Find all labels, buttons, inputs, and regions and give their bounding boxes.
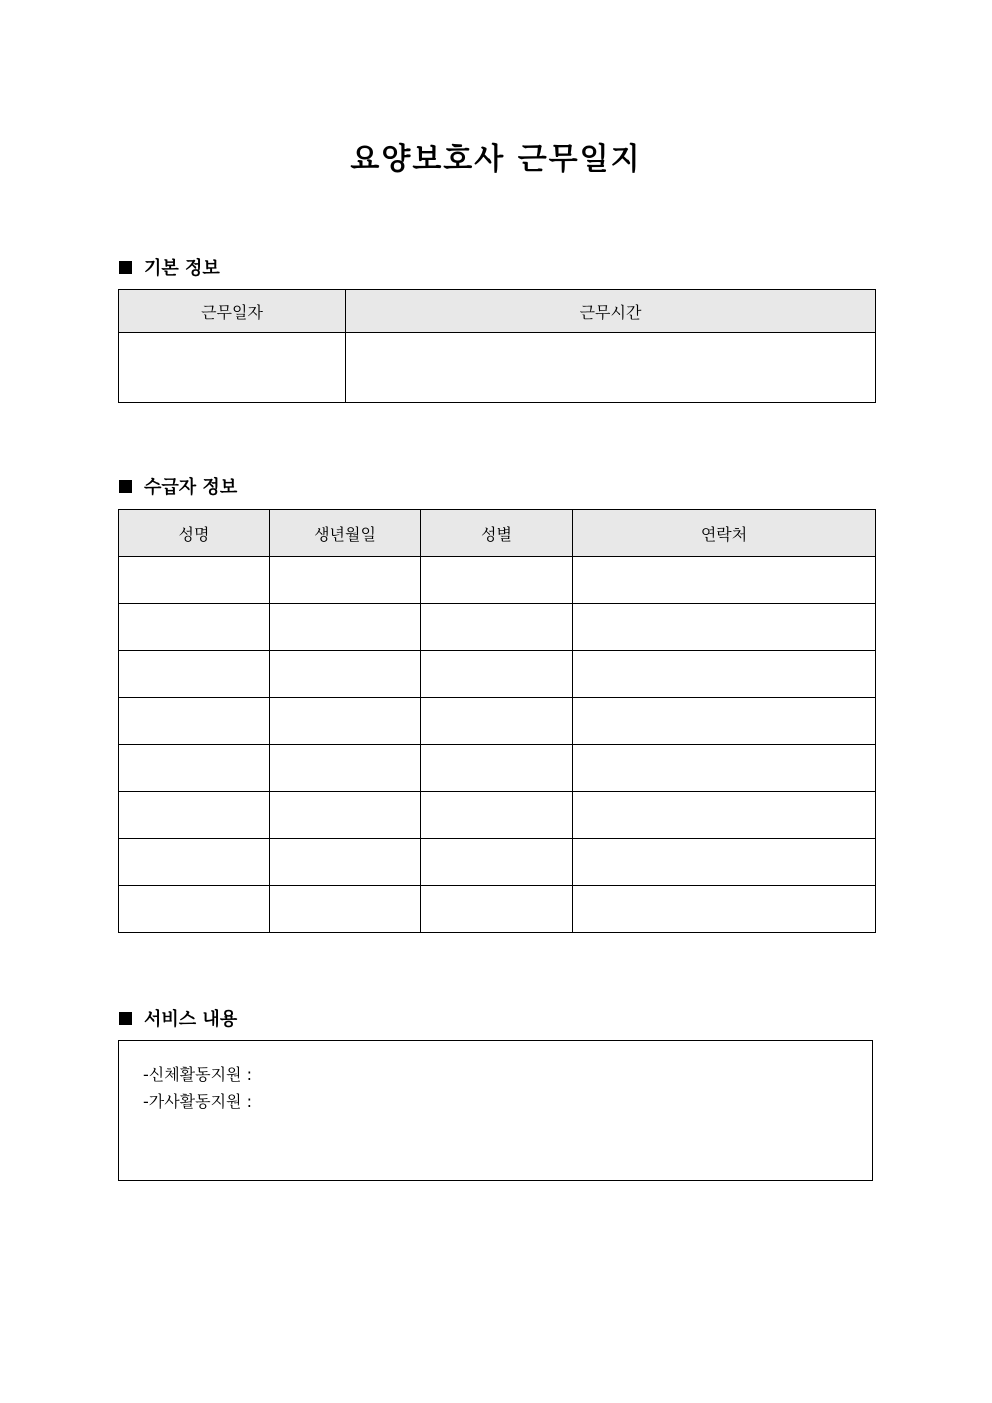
birthdate-cell[interactable] — [270, 886, 421, 933]
header-work-time: 근무시간 — [346, 290, 876, 333]
table-row — [119, 698, 876, 745]
contact-cell[interactable] — [573, 557, 876, 604]
birthdate-cell[interactable] — [270, 839, 421, 886]
header-work-date: 근무일자 — [119, 290, 346, 333]
section-heading-service-label: 서비스 내용 — [144, 1009, 238, 1030]
table-row — [119, 651, 876, 698]
contact-cell[interactable] — [573, 745, 876, 792]
table-header-row — [119, 510, 876, 557]
table-row — [119, 333, 876, 403]
name-cell[interactable] — [119, 557, 270, 604]
contact-cell[interactable] — [573, 886, 876, 933]
name-cell[interactable] — [119, 698, 270, 745]
birthdate-cell[interactable] — [270, 604, 421, 651]
section-heading-service — [119, 1005, 237, 1031]
recipient-info-table — [118, 509, 876, 933]
name-cell[interactable] — [119, 604, 270, 651]
gender-cell[interactable] — [421, 557, 573, 604]
gender-cell[interactable] — [421, 792, 573, 839]
gender-cell[interactable] — [421, 698, 573, 745]
section-heading-recipient-label: 수급자 정보 — [144, 477, 238, 498]
housework-support-line: -가사활동지원 : — [143, 1092, 252, 1111]
section-heading-recipient — [119, 473, 237, 499]
section-heading-basic — [119, 254, 220, 280]
header-contact: 연락처 — [573, 510, 876, 557]
birthdate-cell[interactable] — [270, 745, 421, 792]
gender-cell[interactable] — [421, 745, 573, 792]
work-date-cell[interactable] — [119, 333, 346, 403]
table-row — [119, 604, 876, 651]
birthdate-cell[interactable] — [270, 651, 421, 698]
table-row — [119, 792, 876, 839]
gender-cell[interactable] — [421, 604, 573, 651]
contact-cell[interactable] — [573, 792, 876, 839]
table-row — [119, 886, 876, 933]
contact-cell[interactable] — [573, 839, 876, 886]
birthdate-cell[interactable] — [270, 792, 421, 839]
square-bullet-icon — [119, 261, 132, 274]
gender-cell[interactable] — [421, 886, 573, 933]
work-time-cell[interactable] — [346, 333, 876, 403]
header-name: 성명 — [119, 510, 270, 557]
name-cell[interactable] — [119, 745, 270, 792]
contact-cell[interactable] — [573, 698, 876, 745]
square-bullet-icon — [119, 480, 132, 493]
name-cell[interactable] — [119, 839, 270, 886]
contact-cell[interactable] — [573, 651, 876, 698]
header-gender: 성별 — [421, 510, 573, 557]
table-row — [119, 839, 876, 886]
name-cell[interactable] — [119, 651, 270, 698]
table-row — [119, 557, 876, 604]
service-content-box[interactable] — [118, 1040, 873, 1181]
name-cell[interactable] — [119, 792, 270, 839]
section-heading-basic-label: 기본 정보 — [144, 258, 220, 279]
table-row — [119, 745, 876, 792]
gender-cell[interactable] — [421, 651, 573, 698]
physical-support-line: -신체활동지원 : — [143, 1065, 252, 1084]
contact-cell[interactable] — [573, 604, 876, 651]
gender-cell[interactable] — [421, 839, 573, 886]
table-header-row — [119, 290, 876, 333]
birthdate-cell[interactable] — [270, 698, 421, 745]
square-bullet-icon — [119, 1012, 132, 1025]
basic-info-table — [118, 289, 876, 403]
name-cell[interactable] — [119, 886, 270, 933]
page-title: 요양보호사 근무일지 — [350, 142, 642, 177]
header-birthdate: 생년월일 — [270, 510, 421, 557]
birthdate-cell[interactable] — [270, 557, 421, 604]
